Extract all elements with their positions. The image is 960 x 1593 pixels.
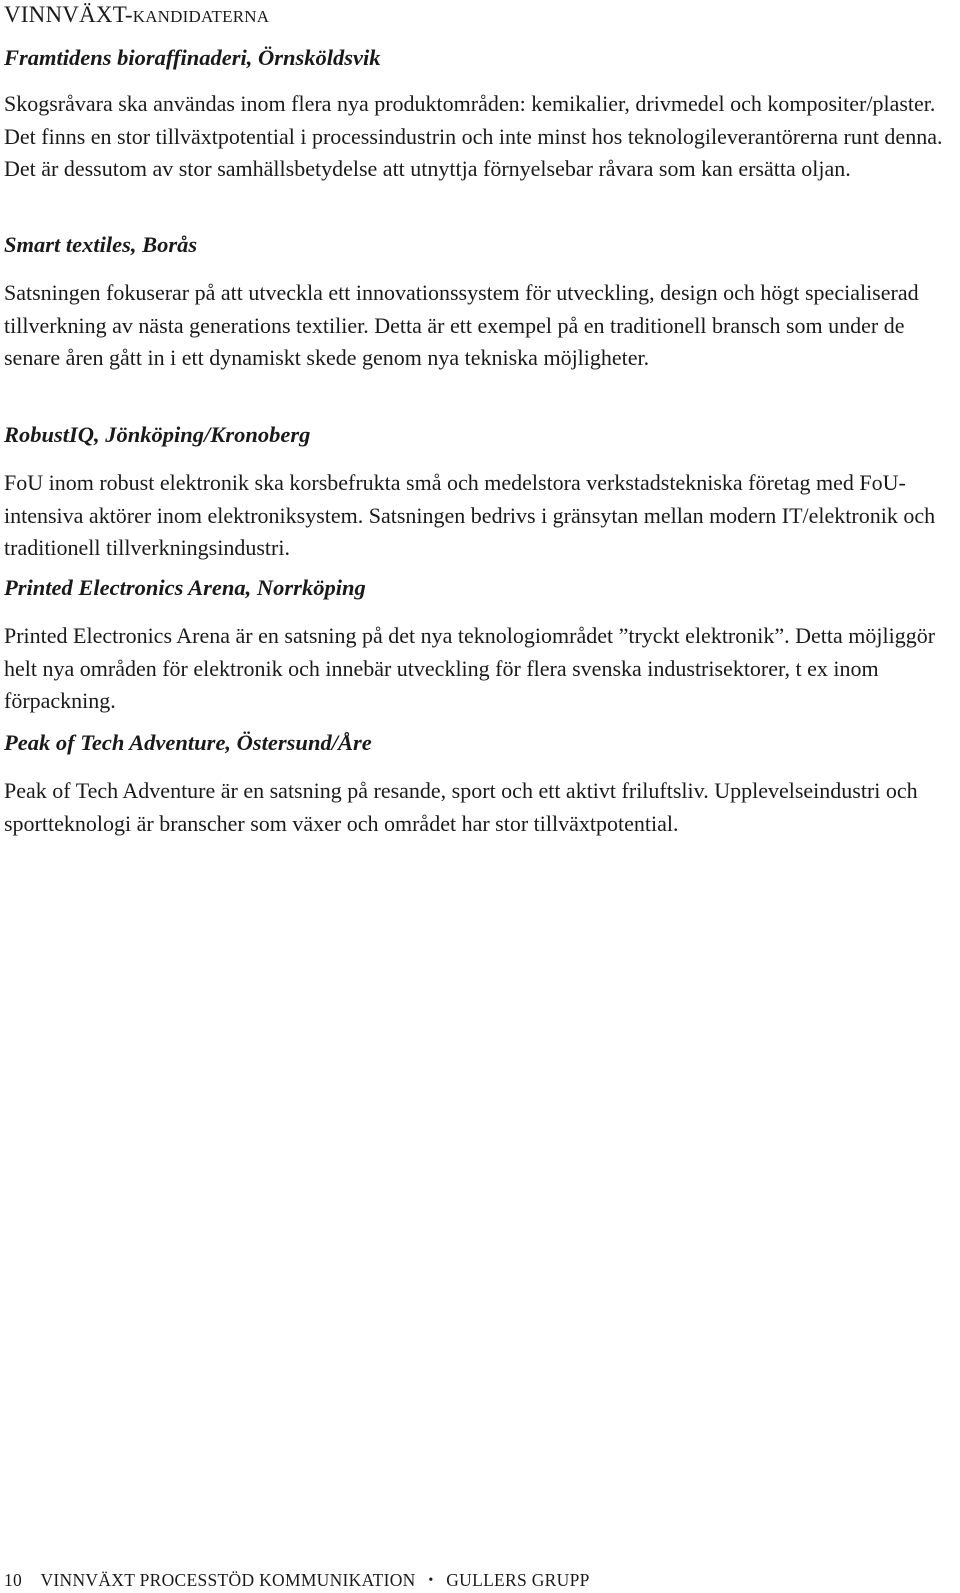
- footer-separator: •: [428, 1573, 434, 1588]
- section-bioraffinaderi: [4, 44, 954, 186]
- section-body: Printed Electronics Arena är en satsning på det nya teknologiområdet ”tryckt elektronik”. Detta möjliggör helt nya områden för elektronik och innebär utveckling för flera svenska industrisektorer, t ex inom förpackning.: [4, 623, 936, 713]
- section-title: Printed Electronics Arena, Norrköping: [4, 575, 366, 600]
- section-smart-textiles: [4, 231, 954, 375]
- heading-prefix: VINNVÄXT-: [4, 2, 133, 27]
- section-body: Satsningen fokuserar på att utveckla ett innovationssystem för utveckling, design och högt specialiserad tillverkning av nästa generations textilier. Detta är ett exempel på en traditionell bransch som under de senare åren gått in i ett dynamiskt skede genom nya tekniska möjligheter.: [4, 280, 919, 370]
- section-title: RobustIQ, Jönköping/Kronoberg: [4, 422, 311, 447]
- section-body: Skogsråvara ska användas inom flera nya produktområden: kemikalier, drivmedel och kompositer/plaster. Det finns en stor tillväxtpotential i processindustrin och inte minst hos teknologileverantörerna runt denna. Det är dessutom av stor samhällsbetydelse att utnyttja förnyelsebar råvara som kan ersätta oljan.: [4, 91, 943, 181]
- section-title: Smart textiles, Borås: [4, 232, 198, 257]
- section-peak-of-tech: [4, 729, 954, 840]
- page-heading: [4, 2, 269, 28]
- section-printed-electronics: [4, 574, 954, 718]
- footer-right-text: GULLERS GRUPP: [446, 1570, 590, 1590]
- footer-left-text: VINNVÄXT PROCESSTÖD KOMMUNIKATION: [40, 1570, 416, 1590]
- section-robustiq: [4, 421, 954, 565]
- heading-suffix: KANDIDATERNA: [132, 7, 270, 26]
- section-title: Peak of Tech Adventure, Östersund/Åre: [4, 730, 372, 755]
- page-footer: [4, 1570, 590, 1591]
- section-body: FoU inom robust elektronik ska korsbefrukta små och medelstora verkstadstekniska företag med FoU-intensiva aktörer inom elektroniksystem. Satsningen bedrivs i gränsytan mellan modern IT/elektronik och traditionell tillverkningsindustri.: [4, 470, 936, 560]
- section-body: Peak of Tech Adventure är en satsning på resande, sport och ett aktivt friluftsliv. Upplevelseindustri och sportteknologi är branscher som växer och området har stor tillväxtpotential.: [4, 778, 918, 836]
- section-title: Framtidens bioraffinaderi, Örnsköldsvik: [4, 45, 381, 70]
- page-number: 10: [4, 1570, 23, 1590]
